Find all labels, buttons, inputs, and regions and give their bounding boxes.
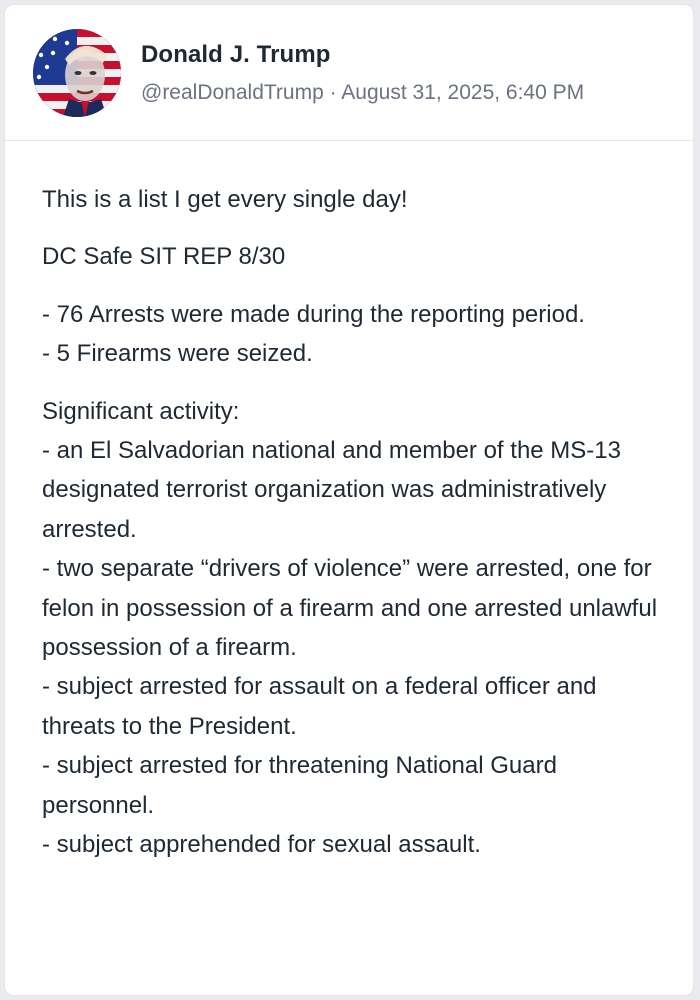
author-handle[interactable]: @realDonaldTrump (141, 81, 324, 104)
post-line: This is a list I get every single day! (42, 186, 408, 213)
post-line: Significant activity: (42, 397, 240, 425)
meta-separator: · (323, 81, 342, 104)
post-line: - subject apprehended for sexual assault. (42, 831, 481, 859)
post-line: DC Safe SIT REP 8/30 (42, 243, 286, 271)
author-display-name[interactable]: Donald J. Trump (141, 41, 331, 68)
post-timestamp[interactable]: August 31, 2025, 6:40 PM (341, 81, 585, 104)
post-paragraph (42, 180, 672, 219)
post-header (5, 5, 693, 141)
post-meta (141, 81, 584, 105)
post-paragraph (42, 295, 672, 374)
post-line: - subject arrested for assault on a federal officer and threats to the President. (42, 673, 597, 740)
avatar[interactable] (33, 29, 121, 117)
post-line: - subject arrested for threatening National Guard personnel. (42, 752, 557, 819)
post-line: - 5 Firearms were seized. (42, 340, 313, 368)
post-line: - two separate “drivers of violence” were arrested, one for felon in possession of a firearm and one arrested unlawful possession of a firearm. (42, 555, 658, 662)
post-line: - 76 Arrests were made during the reporting period. (42, 300, 585, 328)
post-paragraph (42, 237, 672, 276)
post-line: - an El Salvadorian national and member of the MS-13 designated terrorist organization was administratively arrested. (42, 437, 621, 543)
post-body (42, 180, 672, 883)
post-card (4, 4, 694, 996)
post-paragraph (42, 392, 672, 865)
profile-avatar-flag-portrait-icon (33, 29, 121, 117)
